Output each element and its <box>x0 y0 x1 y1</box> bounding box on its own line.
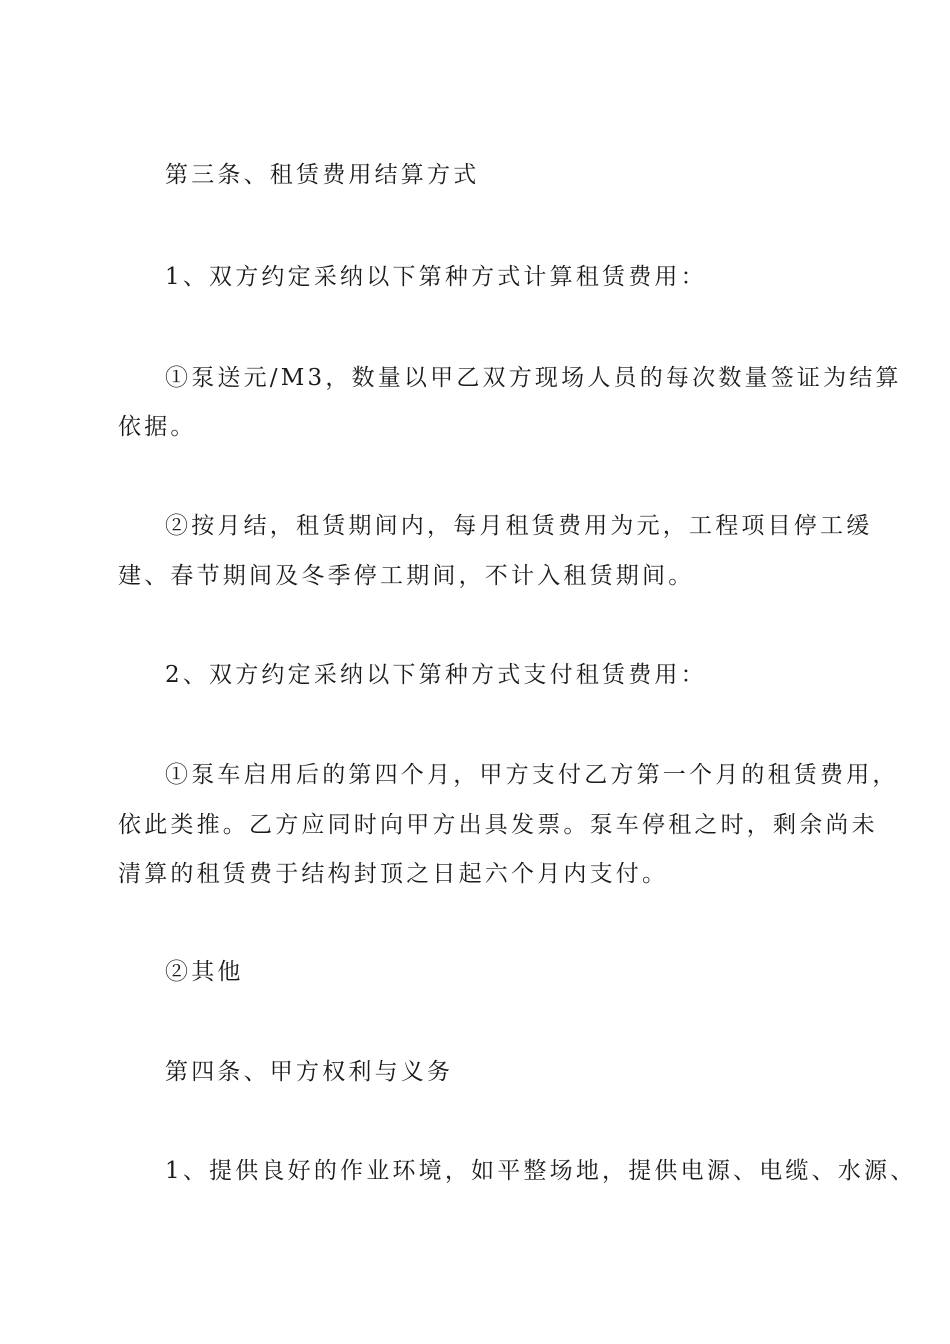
article-3-title: 第三条、租赁费用结算方式 <box>165 162 480 188</box>
payment-method-heading: 2、双方约定采纳以下第种方式支付租赁费用： <box>165 662 707 688</box>
article-4-item-1-line-1: 1、提供良好的作业环境，如平整场地，提供电源、电缆、水源、 <box>165 1158 917 1184</box>
payment-calculation-heading: 1、双方约定采纳以下第种方式计算租赁费用： <box>165 264 707 290</box>
calculation-option-2-line-1: ②按月结，租赁期间内，每月租赁费用为元，工程项目停工缓 <box>165 513 873 539</box>
calculation-option-1-line-2: 依据。 <box>118 414 197 440</box>
payment-option-1-line-3: 清算的租赁费于结构封顶之日起六个月内支付。 <box>118 861 669 887</box>
payment-option-1-line-2: 依此类推。乙方应同时向甲方出具发票。泵车停租之时，剩余尚未 <box>118 812 878 838</box>
calculation-option-1-line-1: ①泵送元/M3，数量以甲乙双方现场人员的每次数量签证为结算 <box>165 365 902 391</box>
payment-option-1-line-1: ①泵车启用后的第四个月，甲方支付乙方第一个月的租赁费用， <box>165 762 899 788</box>
article-4-title: 第四条、甲方权利与义务 <box>165 1059 454 1085</box>
payment-option-2: ②其他 <box>165 959 244 985</box>
calculation-option-2-line-2: 建、春节期间及冬季停工期间，不计入租赁期间。 <box>118 563 695 589</box>
